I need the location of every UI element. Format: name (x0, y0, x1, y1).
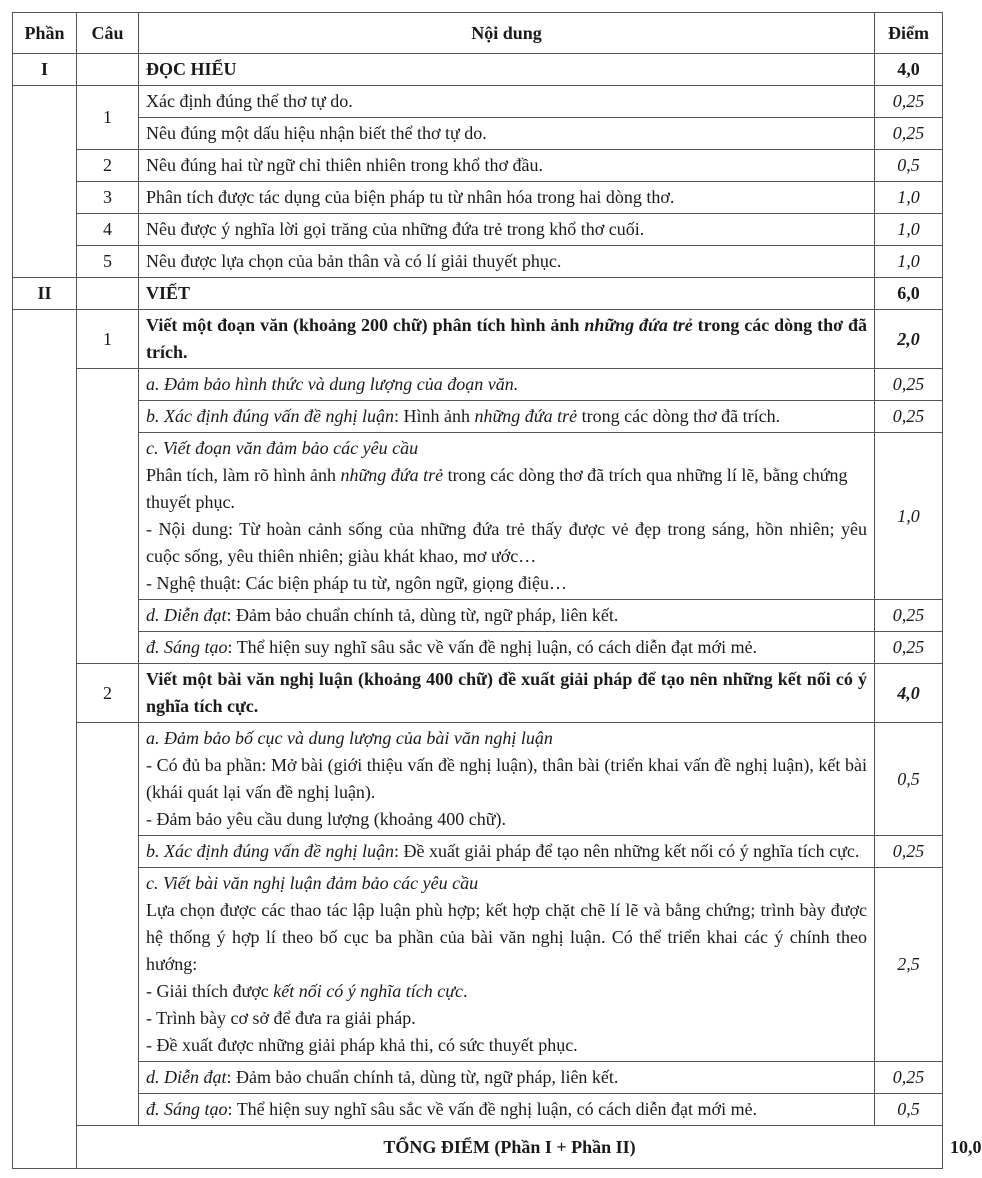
criterion-score: 0,25 (875, 401, 943, 433)
criterion-text: b. Xác định đúng vấn đề nghị luận: Hình ảnh những đứa trẻ trong các dòng thơ đã trích. (139, 401, 875, 433)
table-row (13, 433, 943, 600)
table-row (13, 369, 943, 401)
criterion-score: 1,0 (875, 433, 943, 600)
criterion-score: 1,0 (875, 214, 943, 246)
criterion-text: Nêu đúng hai từ ngữ chỉ thiên nhiên trong khổ thơ đầu. (139, 150, 875, 182)
criterion-text: đ. Sáng tạo: Thể hiện suy nghĩ sâu sắc về vấn đề nghị luận, có cách diễn đạt mới mẻ. (139, 1094, 875, 1126)
table-row (13, 664, 943, 723)
table-row (13, 1062, 943, 1094)
question-number: 2 (77, 150, 139, 182)
question-number: 1 (77, 310, 139, 369)
criterion-text: Nêu đúng một dấu hiệu nhận biết thể thơ tự do. (139, 118, 875, 150)
criterion-score: 0,25 (875, 118, 943, 150)
question-number: 5 (77, 246, 139, 278)
criterion-text: Nêu được ý nghĩa lời gọi trăng của những đứa trẻ trong khổ thơ cuối. (139, 214, 875, 246)
table-row (13, 1094, 943, 1126)
criterion-text: b. Xác định đúng vấn đề nghị luận: Đề xuất giải pháp để tạo nên những kết nối có ý nghĩa tích cực. (139, 836, 875, 868)
header-row (13, 13, 943, 54)
criterion-score: 1,0 (875, 182, 943, 214)
criterion-text: Nêu được lựa chọn của bản thân và có lí giải thuyết phục. (139, 246, 875, 278)
table-row (13, 723, 943, 836)
criterion-score: 0,5 (875, 1094, 943, 1126)
part1-row (13, 54, 943, 86)
part1-score: 4,0 (875, 54, 943, 86)
question-number: 1 (77, 86, 139, 150)
part2-title: VIẾT (139, 278, 875, 310)
total-label: TỔNG ĐIỂM (Phần I + Phần II) (77, 1126, 943, 1169)
table-row (13, 868, 943, 1062)
criterion-text: a. Đảm bảo hình thức và dung lượng của đoạn văn. (139, 369, 875, 401)
question-number: 2 (77, 664, 139, 723)
scoring-rubric (12, 12, 982, 1169)
header-noidung: Nội dung (139, 13, 875, 54)
criterion-score: 0,25 (875, 632, 943, 664)
header-diem: Điểm (875, 13, 943, 54)
table-row (13, 214, 943, 246)
question-score: 4,0 (875, 664, 943, 723)
part2-score: 6,0 (875, 278, 943, 310)
question-score: 2,0 (875, 310, 943, 369)
header-phan: Phần (13, 13, 77, 54)
criterion-text: c. Viết đoạn văn đảm bảo các yêu cầu Phân tích, làm rõ hình ảnh những đứa trẻ trong các dòng thơ đã trích qua những lí lẽ, bằng chứng thuyết phục. - Nội dung: Từ hoàn cảnh sống của những đứa trẻ thấy được vẻ đẹp trong sáng, hồn nhiên; yêu cuộc sống, yêu thiên nhiên; giàu khát khao, mơ ước… - Nghệ thuật: Các biện pháp tu từ, ngôn ngữ, giọng điệu… (139, 433, 875, 600)
criterion-score: 0,25 (875, 600, 943, 632)
table-row (13, 632, 943, 664)
table-row (13, 182, 943, 214)
table-row (13, 836, 943, 868)
table-row (13, 86, 943, 118)
criterion-text: d. Diễn đạt: Đảm bảo chuẩn chính tả, dùng từ, ngữ pháp, liên kết. (139, 600, 875, 632)
criterion-score: 0,25 (875, 1062, 943, 1094)
table-row (13, 118, 943, 150)
criterion-score: 0,5 (875, 723, 943, 836)
part2-row (13, 278, 943, 310)
table-row (13, 150, 943, 182)
question-title: Viết một đoạn văn (khoảng 200 chữ) phân tích hình ảnh những đứa trẻ trong các dòng thơ đã trích. (139, 310, 875, 369)
table-row (13, 600, 943, 632)
table-row (13, 401, 943, 433)
question-number: 3 (77, 182, 139, 214)
criterion-text: Phân tích được tác dụng của biện pháp tu từ nhân hóa trong hai dòng thơ. (139, 182, 875, 214)
part1-num: I (13, 54, 77, 86)
criterion-text: Xác định đúng thể thơ tự do. (139, 86, 875, 118)
part2-num: II (13, 278, 77, 310)
criterion-text: a. Đảm bảo bố cục và dung lượng của bài văn nghị luận - Có đủ ba phần: Mở bài (giới thiệu vấn đề nghị luận), thân bài (triển khai vấn đề nghị luận), kết bài (khái quát lại vấn đề nghị luận). - Đảm bảo yêu cầu dung lượng (khoảng 400 chữ). (139, 723, 875, 836)
table-row (13, 246, 943, 278)
criterion-score: 1,0 (875, 246, 943, 278)
rubric-table (12, 12, 982, 1169)
criterion-score: 0,5 (875, 150, 943, 182)
criterion-text: đ. Sáng tạo: Thể hiện suy nghĩ sâu sắc về vấn đề nghị luận, có cách diễn đạt mới mẻ. (139, 632, 875, 664)
criterion-score: 0,25 (875, 369, 943, 401)
criterion-score: 2,5 (875, 868, 943, 1062)
criterion-score: 0,25 (875, 836, 943, 868)
header-cau: Câu (77, 13, 139, 54)
table-row (13, 310, 943, 369)
criterion-score: 0,25 (875, 86, 943, 118)
criterion-text: d. Diễn đạt: Đảm bảo chuẩn chính tả, dùng từ, ngữ pháp, liên kết. (139, 1062, 875, 1094)
part1-title: ĐỌC HIỂU (139, 54, 875, 86)
total-row: TỔNG ĐIỂM (Phần I + Phần II) 10,0 (13, 1126, 943, 1169)
question-number: 4 (77, 214, 139, 246)
criterion-text: c. Viết bài văn nghị luận đảm bảo các yêu cầu Lựa chọn được các thao tác lập luận phù hợp; kết hợp chặt chẽ lí lẽ và bằng chứng; trình bày được hệ thống ý hợp lí theo bố cục ba phần của bài văn nghị luận. Có thể triển khai các ý chính theo hướng: - Giải thích được kết nối có ý nghĩa tích cực. - Trình bày cơ sở để đưa ra giải pháp. - Đề xuất được những giải pháp khả thi, có sức thuyết phục. (139, 868, 875, 1062)
question-title: Viết một bài văn nghị luận (khoảng 400 chữ) đề xuất giải pháp để tạo nên những kết nối có ý nghĩa tích cực. (139, 664, 875, 723)
